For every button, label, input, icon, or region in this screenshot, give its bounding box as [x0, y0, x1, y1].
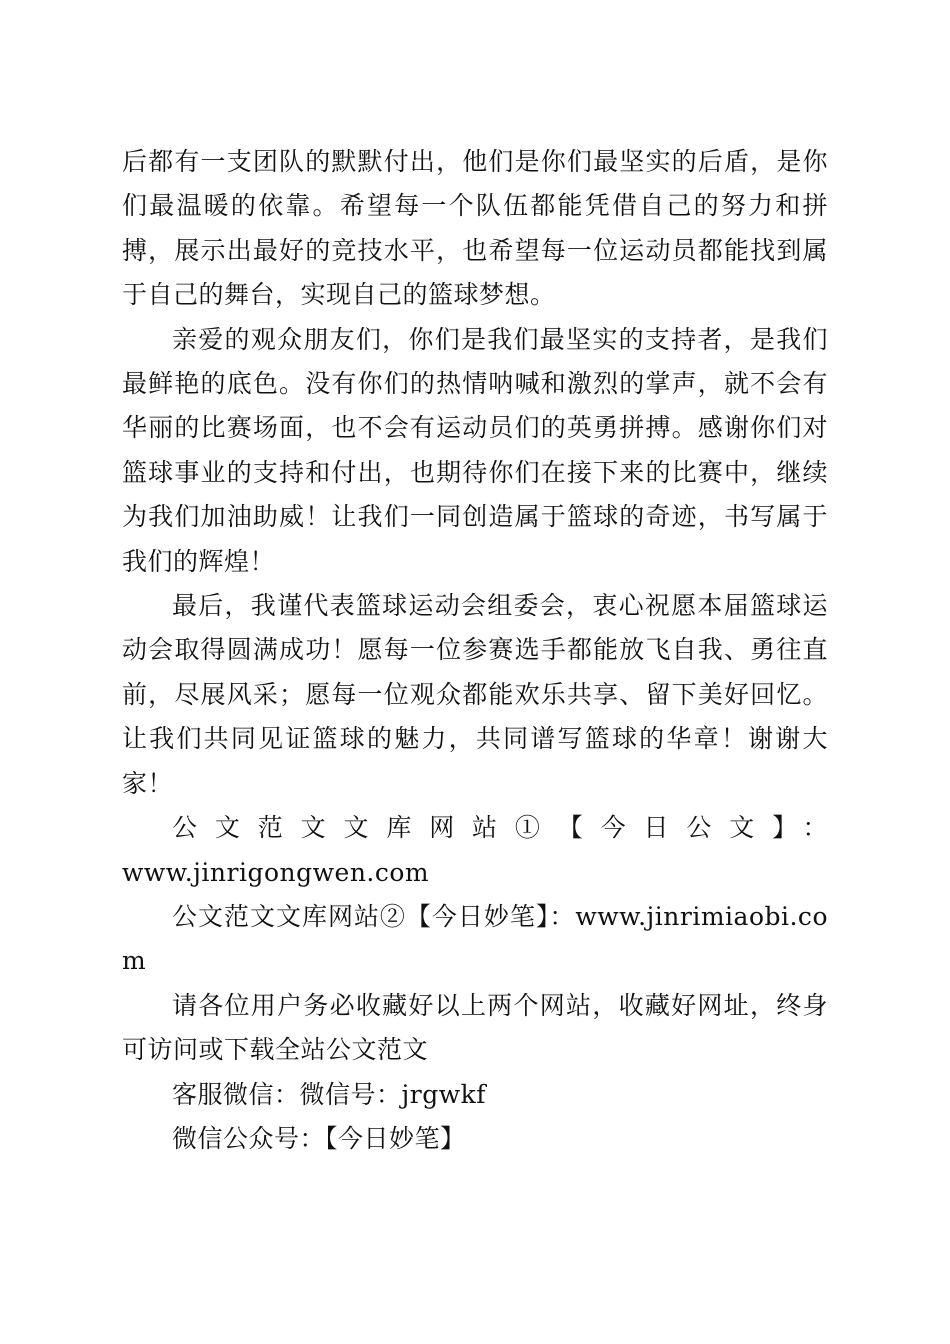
- site1-url: www.jinrigongwen.com: [122, 857, 430, 887]
- bookmark-notice: 请各位用户务必收藏好以上两个网站，收藏好网址，终身可访问或下载全站公文范文: [122, 990, 828, 1065]
- paragraph-audience-thanks: 亲爱的观众朋友们，你们是我们最坚实的支持者，是我们最鲜艳的底色。没有你们的热情呐喊和激烈的掌声，就不会有华丽的比赛场面，也不会有运动员们的英勇拼搏。感谢你们对篮球事业的支持和付出，也期待你们在接下来的比赛中，继续为我们加油助威！让我们一同创造属于篮球的奇迹，书写属于我们的辉煌！: [122, 324, 828, 576]
- paragraph-continuation: 后都有一支团队的默默付出，他们是你们最坚实的后盾，是你们最温暖的依靠。希望每一个队伍都能凭借自己的努力和拼搏，展示出最好的竞技水平，也希望每一位运动员都能找到属于自己的舞台，实现自己的篮球梦想。: [122, 147, 828, 310]
- paragraph-closing-wishes: 最后，我谨代表篮球运动会组委会，衷心祝愿本届篮球运动会取得圆满成功！愿每一位参赛选手都能放飞自我、勇往直前，尽展风采；愿每一位观众都能欢乐共享、留下美好回忆。让我们共同见证篮球的魅力，共同谱写篮球的华章！谢谢大家！: [122, 591, 828, 798]
- customer-service: 客服微信：微信号：jrgwkf: [172, 1079, 487, 1109]
- document-body: [122, 140, 828, 1161]
- wechat-account: 微信公众号：【今日妙笔】: [172, 1123, 466, 1153]
- site2-line: 公文范文文库网站②【今日妙笔】：www.jinrimiaobi.com: [122, 901, 828, 976]
- site1-label: 公文范文文库网站①【今日公文】：: [172, 813, 828, 843]
